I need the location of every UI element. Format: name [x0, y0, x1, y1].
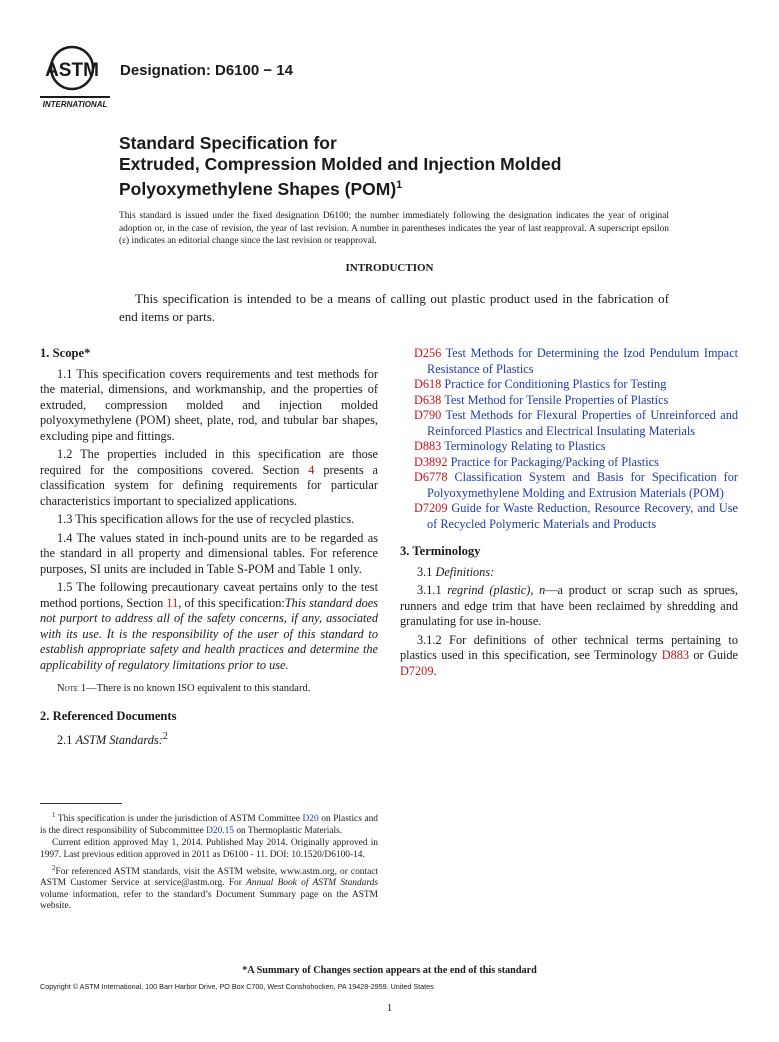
footnote-1-text-b: on Plastics and is the direct responsibility of Subcommittee — [40, 814, 378, 836]
issue-note: This standard is issued under the fixed designation D6100; the number immediately following the designation indicates the year of original adoption or, in the case of revision, the year of last revision. A number in parentheses indicates the year of last reapproval. A superscript epsilon (ε) indicates an editorial change since the last revision or reapproval. — [119, 211, 669, 247]
note-1 — [40, 681, 378, 697]
reference-item — [400, 408, 738, 439]
para-1-5-text-a: 1.5 The following precautionary caveat pertains only to the test method portions, Section — [40, 580, 378, 610]
reference-code-link[interactable]: D3892 — [414, 454, 448, 469]
footnote-1-mark: 1 — [52, 811, 56, 819]
reference-list — [400, 346, 738, 532]
para-1-2-text-a: 1.2 The properties included in this specification are those required for the compositions covered. Section — [40, 447, 378, 477]
title-footnote-mark: 1 — [396, 179, 403, 191]
reference-item — [400, 393, 738, 409]
copyright: Copyright © ASTM International, 100 Barr Harbor Drive, PO Box C700, West Conshohocken, PA 19428-2959. United States — [40, 982, 434, 991]
para-3-1-num: 3.1 — [417, 564, 436, 579]
note-1-text: —There is no known ISO equivalent to this standard. — [86, 683, 311, 694]
footnote-2-text-a: For referenced ASTM standards, visit the ASTM website, www.astm.org, or contact ASTM Customer Service at service@astm.org. For — [40, 866, 378, 889]
reference-code-link[interactable]: D7209 — [414, 501, 448, 515]
reference-item — [400, 501, 738, 532]
para-1-2 — [40, 447, 378, 509]
footnote-1-text-a: This specification is under the jurisdiction of ASTM Committee — [57, 814, 303, 825]
reference-item — [400, 439, 738, 455]
reference-title-link[interactable]: Test Methods for Determining the Izod Pendulum Impact Resistance of Plastics — [427, 346, 739, 376]
reference-title-link[interactable]: Terminology Relating to Plastics — [444, 439, 606, 453]
footnote-1-text-c: on Thermoplastic Materials. — [234, 825, 343, 836]
para-3-1-2-text-a: 3.1.2 For definitions of other technical terms pertaining to plastics used in this specification, see Terminology — [400, 632, 738, 662]
footnote-2 — [40, 863, 378, 914]
para-2-1 — [40, 729, 378, 749]
title-line-2: Extruded, Compression Molded and Injection Molded — [119, 154, 562, 174]
regrind-term: regrind (plastic), n — [447, 583, 546, 597]
annual-book-title: Annual Book of ASTM Standards — [246, 878, 378, 889]
title-line-3 — [119, 175, 719, 200]
reference-item — [400, 346, 738, 377]
footnote-1 — [40, 810, 378, 837]
para-1-2-text-b: presents a classification system for defining requirements for particular characteristics important to specialized applications. — [40, 462, 378, 508]
referenced-documents-heading: 2. Referenced Documents — [40, 708, 177, 723]
reference-item — [400, 470, 738, 501]
para-1-5 — [40, 580, 378, 673]
reference-code-link[interactable]: D618 — [414, 377, 442, 391]
title-line-3-text: Polyoxymethylene Shapes (POM) — [119, 178, 397, 199]
para-1-3: 1.3 This specification allows for the use of recycled plastics. — [57, 512, 355, 526]
title-line-1: Standard Specification for — [119, 133, 337, 153]
committee-d20-link[interactable]: D20 — [302, 814, 319, 825]
para-3-1-2 — [400, 633, 738, 680]
footnote-2-sup: 2 — [52, 863, 56, 872]
d7209-link[interactable]: D7209 — [400, 663, 434, 678]
reference-title-link[interactable]: Practice for Packaging/Packing of Plastics — [450, 454, 659, 469]
reference-title-link[interactable]: Classification System and Basis for Specification for Polyoxymethylene Molding and Extrusion Materials (POM) — [427, 470, 739, 500]
subcommittee-d20-15-link[interactable]: D20.15 — [206, 825, 234, 836]
footnote-divider — [40, 803, 122, 804]
reference-item — [400, 377, 738, 393]
para-3-1-2-text-c: . — [433, 663, 437, 678]
para-3-1-1-num: 3.1.1 — [417, 583, 448, 597]
logo-letters: ASTM — [45, 60, 99, 81]
summary-of-changes-notice: *A Summary of Changes section appears at the end of this standard — [242, 965, 537, 976]
astm-logo-mark — [38, 44, 112, 110]
para-2-1-num: 2.1 — [57, 733, 76, 748]
reference-code-link[interactable]: D256 — [414, 346, 442, 360]
footnotes — [40, 810, 378, 914]
reference-code-link[interactable]: D790 — [414, 408, 442, 422]
page-number: 1 — [386, 1002, 393, 1014]
footnote-1-edition: Current edition approved May 1, 2014. Published May 2014. Originally approved in 1997. Last previous edition approved in 2011 as D6100 - 11. DOI: 10.1520/D6100-14. — [40, 838, 378, 860]
logo-subtext: INTERNATIONAL — [42, 100, 108, 109]
reference-title-link[interactable]: Test Methods for Flexural Properties of Unreinforced and Reinforced Plastics and Electrical Insulating Materials — [427, 408, 738, 438]
reference-title-link[interactable]: Test Method for Tensile Properties of Plastics — [444, 392, 669, 407]
para-1-1: 1.1 This specification covers requirements and test methods for the material, dimensions, and workmanship, and the properties of extruded, compression molded and injection molded polyoxymethylene (POM) sheet, plate, rod, and tubular bar shapes, excluding pipe and fittings. — [40, 366, 378, 443]
footnote-2-text-b: volume information, refer to the standard’s Document Summary page on the ASTM website. — [40, 889, 378, 912]
introduction-text: This specification is intended to be a means of calling out plastic product used in the fabrication of end items or parts. — [119, 291, 669, 324]
astm-standards-label: ASTM Standards: — [75, 733, 163, 748]
designation: Designation: D6100 − 14 — [120, 62, 293, 79]
para-3-1 — [400, 565, 738, 581]
para-1-4: 1.4 The values stated in inch-pound units are to be regarded as the standard in all property and dimensional tables. For reference purposes, SI units are included in Table S-POM and Table 1 only. — [40, 530, 378, 576]
reference-item — [400, 455, 738, 471]
reference-code-link[interactable]: D6778 — [414, 470, 448, 484]
introduction-heading: INTRODUCTION — [345, 262, 434, 274]
para-3-1-2-text-b: or Guide — [689, 648, 738, 662]
reference-title-link[interactable]: Practice for Conditioning Plastics for Testing — [444, 377, 667, 391]
safety-caveat: This standard does not purport to address all of the safety concerns, if any, associated with its use. It is the responsibility of the user of this standard to establish appropriate safety and health practices and determine the applicability of regulatory limitations prior to use. — [40, 595, 378, 672]
para-1-5-text-b: , of this specification: — [178, 595, 285, 610]
reference-title-link[interactable]: Guide for Waste Reduction, Resource Recovery, and Use of Recycled Polymeric Materials and Products — [427, 501, 738, 531]
d883-link[interactable]: D883 — [661, 648, 690, 662]
footnote-2-mark: 2 — [162, 731, 168, 742]
regrind-definition: —a product or scrap such as sprues, runners and edge trim that have been reclaimed by shredding and granulating for use in-house. — [400, 583, 738, 628]
terminology-heading: 3. Terminology — [400, 544, 481, 558]
definitions-label: Definitions: — [435, 564, 495, 579]
right-column — [400, 346, 738, 682]
para-3-1-1 — [400, 583, 738, 630]
note-1-label: Note 1 — [57, 683, 87, 694]
document-title — [119, 133, 719, 200]
astm-logo — [38, 44, 112, 110]
reference-code-link[interactable]: D883 — [414, 439, 442, 453]
section-4-link[interactable]: 4 — [308, 462, 315, 477]
scope-heading: 1. Scope* — [40, 346, 91, 360]
section-11-link[interactable]: 11 — [166, 595, 179, 610]
left-column — [40, 346, 378, 752]
reference-code-link[interactable]: D638 — [414, 392, 442, 407]
